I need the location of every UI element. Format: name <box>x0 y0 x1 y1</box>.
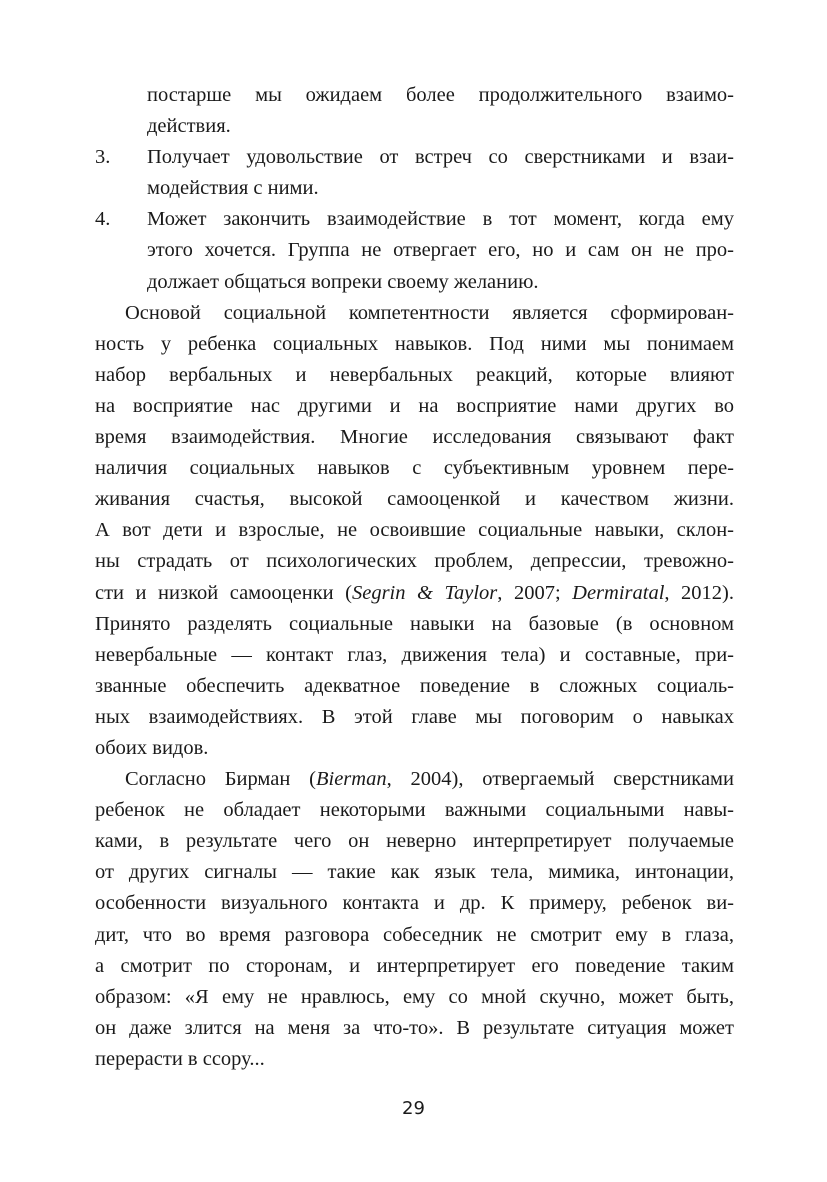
text-line: особенности визуального контакта и др. К примеру, ребенок ви- <box>95 892 734 915</box>
list-item-3 <box>95 142 734 204</box>
text-line: дит, что во время разговора собеседник не смотрит ему в глаза, <box>95 923 734 946</box>
text-line <box>95 142 734 173</box>
text-line: Принято разделять социальные навыки на базовые (в основном <box>95 612 734 635</box>
text-line: на восприятие нас другими и на восприятие нами других во <box>95 394 734 417</box>
text-line: А вот дети и взрослые, не освоившие социальные навыки, склон- <box>95 519 734 542</box>
text-line: действия. <box>147 115 231 138</box>
page-number: 29 <box>402 1098 425 1119</box>
citation-year: , 2012). <box>664 581 735 604</box>
text-line: модействия с ними. <box>147 177 319 200</box>
citation-author: Segrin & Taylor <box>351 581 498 604</box>
text-line: ных взаимодействиях. В этой главе мы поговорим о навыках <box>95 705 734 728</box>
citation-line <box>95 578 734 609</box>
text-line: образом: «Я ему не нравлюсь, ему со мной скучно, может быть, <box>95 985 734 1008</box>
citation-year: , 2007; <box>497 581 573 604</box>
text-segment: сти и низкой самооценки ( <box>95 581 352 604</box>
text-line: ны страдать от психологических проблем, депрессии, тревожно- <box>95 550 734 573</box>
list-item-text: Может закончить взаимодействие в тот момент, когда ему <box>147 208 734 231</box>
list-number: 4. <box>95 208 111 231</box>
text-line: этого хочется. Группа не отвергает его, но и сам он не про- <box>147 239 734 262</box>
text-segment: Согласно Бирман ( <box>125 768 316 791</box>
text-line: невербальные — контакт глаз, движения тела) и составные, при- <box>95 643 734 666</box>
text-line: перерасти в ссору... <box>95 1047 265 1070</box>
list-item-4 <box>95 204 734 297</box>
citation-line <box>95 764 734 795</box>
text-line: а смотрит по сторонам, и интерпретирует его поведение таким <box>95 954 734 977</box>
text-line: Основой социальной компетентности является сформирован- <box>125 301 734 324</box>
text-line: ками, в результате чего он неверно интерпретирует получаемые <box>95 830 734 853</box>
paragraph-social-competence <box>95 298 734 764</box>
text-line: живания счастья, высокой самооценкой и качеством жизни. <box>95 488 734 511</box>
text-segment: , 2004), отвергаемый сверстниками <box>386 768 734 791</box>
text-line: ность у ребенка социальных навыков. Под ними мы понимаем <box>95 332 734 355</box>
text-line: от других сигналы — такие как язык тела, мимика, интонации, <box>95 861 734 884</box>
text-line: он даже злится на меня за что-то». В результате ситуация может <box>95 1016 734 1039</box>
citation-author: Bierman <box>315 768 387 791</box>
book-page <box>95 80 734 1075</box>
text-line <box>95 204 734 235</box>
list-item-text: Получает удовольствие от встреч со сверстниками и взаи- <box>147 146 734 169</box>
paragraph-bierman <box>95 764 734 1075</box>
text-line: званные обеспечить адекватное поведение в сложных социаль- <box>95 674 734 697</box>
text-line: ребенок не обладает некоторыми важными социальными навы- <box>95 799 734 822</box>
text-line: набор вербальных и невербальных реакций, которые влияют <box>95 363 734 386</box>
text-line: наличия социальных навыков с субъективным уровнем пере- <box>95 457 734 480</box>
text-line: должает общаться вопреки своему желанию. <box>147 270 539 293</box>
citation-author: Dermiratal <box>572 581 665 604</box>
list-number: 3. <box>95 146 111 169</box>
text-line: постарше мы ожидаем более продолжительного взаимо- <box>147 84 734 106</box>
text-line: обоих видов. <box>95 736 209 759</box>
list-item-continuation <box>95 80 734 142</box>
text-line: время взаимодействия. Многие исследования связывают факт <box>95 426 734 449</box>
